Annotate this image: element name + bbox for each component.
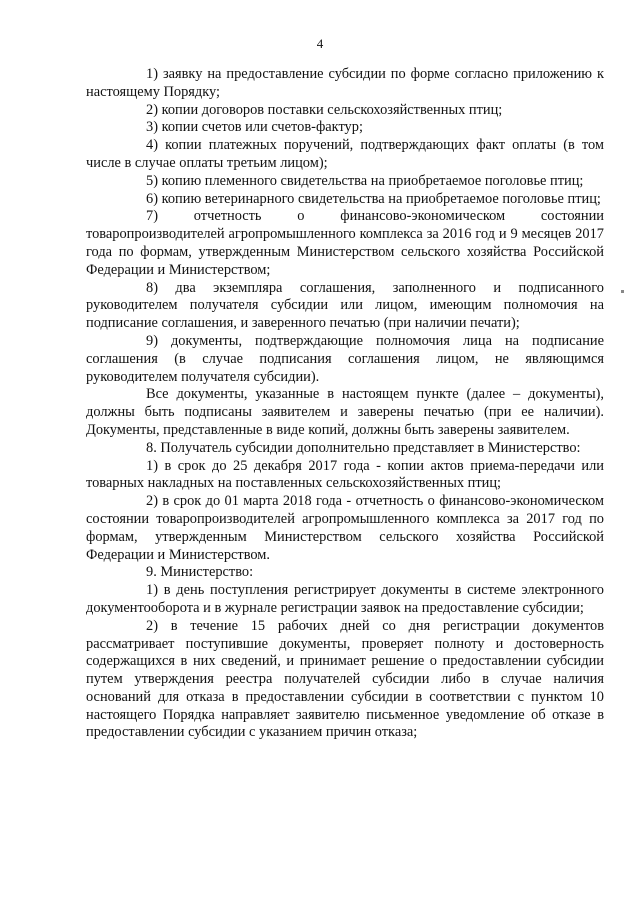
paragraph: 5) копию племенного свидетельства на приобретаемое поголовье птиц;: [146, 172, 584, 189]
paragraph: 1) заявку на предоставление субсидии по форме согласно приложению к настоящему Порядку;: [86, 66, 604, 100]
paragraph: 7) отчетность о финансово-экономическом состоянии товаропроизводителей агропромышленного комплекса за 2016 год и 9 месяцев 2017 года по формам, утвержденным Министерством сельского хозяйства Российской Федерации и Министерством;: [86, 208, 604, 278]
paragraph: 2) копии договоров поставки сельскохозяйственных птиц;: [146, 101, 503, 118]
scan-artifact: [621, 290, 624, 293]
document-body: [86, 66, 604, 742]
paragraph: 9) документы, подтверждающие полномочия лица на подписание соглашения (в случае подписания соглашения лицом, не являющимся руководителем получателя субсидии).: [86, 332, 604, 385]
paragraph: 8. Получатель субсидии дополнительно представляет в Министерство:: [146, 439, 581, 456]
paragraph: 1) в срок до 25 декабря 2017 года - копии актов приема-передачи или товарных накладных на поставленных сельскохозяйственных птиц;: [86, 457, 604, 492]
paragraph: 9. Министерство:: [146, 564, 254, 581]
paragraph: 1) в день поступления регистрирует документы в системе электронного документооборота и в журнале регистрации заявок на предоставление субсидии;: [86, 582, 604, 616]
paragraph: 6) копию ветеринарного свидетельства на приобретаемое поголовье птиц;: [146, 190, 601, 207]
paragraph: 2) в срок до 01 марта 2018 года - отчетность о финансово-экономическом состоянии товаропроизводителей агропромышленного комплекса за 2017 год по формам, утвержденным Министерством сельского хозяйства Российской Федерации и Министерством.: [86, 493, 604, 563]
paragraph: 8) два экземпляра соглашения, заполненного и подписанного руководителем получателя субсидии или лицом, имеющим полномочия на подписание соглашения, и заверенного печатью (при наличии печати);: [86, 279, 604, 332]
paragraph: 3) копии счетов или счетов-фактур;: [146, 119, 363, 136]
page-number: 4: [316, 36, 324, 51]
paragraph: Все документы, указанные в настоящем пункте (далее – документы), должны быть подписаны заявителем и заверены печатью (при ее наличии). Документы, представленные в виде копий, должны быть заверены заявителем.: [86, 386, 604, 438]
paragraph: 4) копии платежных поручений, подтверждающих факт оплаты (в том числе в случае оплаты третьим лицом);: [86, 137, 604, 171]
paragraph: 2) в течение 15 рабочих дней со дня регистрации документов рассматривает поступившие документы, проверяет полноту и достоверность содержащихся в них сведений, и принимает решение о предоставлении субсидии путем утверждения реестра получателей субсидии либо в случае наличия оснований для отказа в предоставлении субсидии в соответствии с пунктом 10 настоящего Порядка направляет заявителю письменное уведомление об отказе в предоставлении субсидии с указанием причин отказа;: [86, 617, 604, 741]
